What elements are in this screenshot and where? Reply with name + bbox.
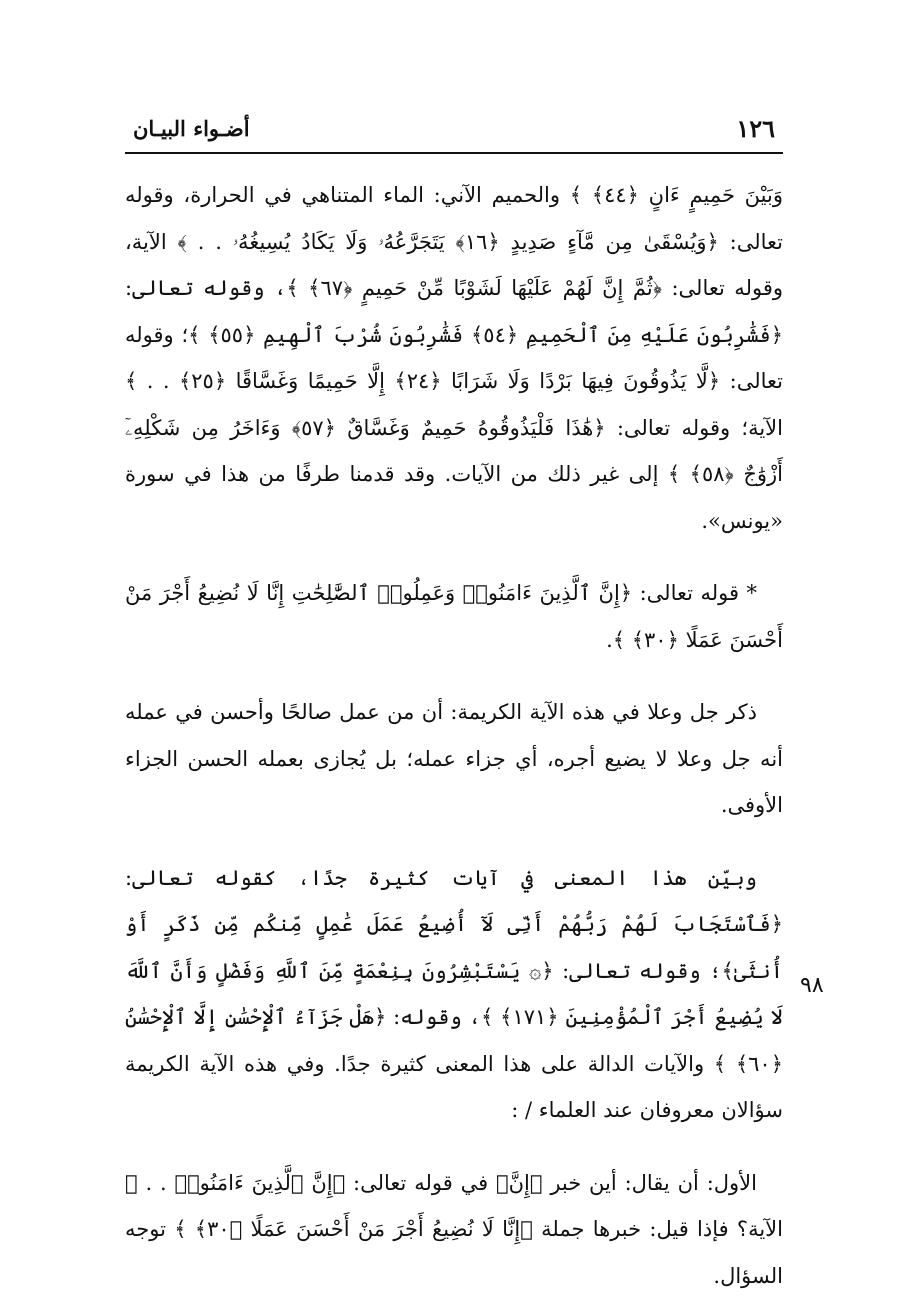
- page-header: [125, 112, 783, 154]
- paragraph-explanation: ذكر جل وعلا في هذه الآية الكريمة: أن من عمل صالحًا وأحسن في عمله أنه جل وعلا لا يضيع أجره، أي جزاء عمله؛ بل يُجازى بعمله الحسن الجزاء الأوفى.: [125, 689, 783, 829]
- page-number: ١٢٦: [736, 114, 775, 143]
- paragraph-verse-heading: * قوله تعالى: ﴿إِنَّ ٱلَّذِينَ ءَامَنُوا۟ وَعَمِلُوا۟ ٱلصَّٰلِحَٰتِ إِنَّا لَا نُضِيعُ أَجْرَ مَنْ أَحْسَنَ عَمَلًا ﴿٣٠﴾ ﴾.: [125, 570, 783, 663]
- margin-page-number: ٩٨: [800, 973, 824, 998]
- book-title: أضـواء البيـان: [133, 116, 250, 141]
- page-body: [125, 172, 783, 1299]
- paragraph-first-question: الأول: أن يقال: أين خبر ﴿إِنَّ﴾ في قوله تعالى: ﴿إِنَّ ٱلَّذِينَ ءَامَنُوا۟ . . ﴾ الآية؟ فإذا قيل: خبرها جملة ﴿إِنَّا لَا نُضِيعُ أَجْرَ مَنْ أَحْسَنَ عَمَلًا ﴿٣٠﴾ ﴾ توجه السؤال.: [125, 1160, 783, 1299]
- paragraph-supporting-verses: وبيّن هذا المعنى في آيات كثيرة جدًا، كقوله تعالى: ﴿فَٱسْتَجَابَ لَهُمْ رَبُّهُمْ أَنِّى لَآ أُضِيعُ عَمَلَ عَٰمِلٍ مِّنكُم مِّن ذَكَرٍ أَوْ أُنثَىٰ﴾؛ وقوله تعالى: ﴿۞ يَسْتَبْشِرُونَ بِنِعْمَةٍ مِّنَ ٱللَّهِ وَفَضْلٍ وَأَنَّ ٱللَّهَ لَا يُضِيعُ أَجْرَ ٱلْمُؤْمِنِينَ ﴿١٧١﴾ ﴾، وقوله: ﴿هَلْ جَزَآءُ ٱلْإِحْسَٰنِ إِلَّا ٱلْإِحْسَٰنُ ﴿٦٠﴾ ﴾ والآيات الدالة على هذا المعنى كثيرة جدًا. وفي هذه الآية الكريمة سؤالان معروفان عند العلماء / :: [125, 855, 783, 1134]
- paragraph-hamim: وَبَيْنَ حَمِيمٍ ءَانٍ ﴿٤٤﴾ ﴾ والحميم الآني: الماء المتناهي في الحرارة، وقوله تعالى: ﴿وَيُسْقَىٰ مِن مَّآءٍ صَدِيدٍ ﴿١٦﴾ يَتَجَرَّعُهُۥ وَلَا يَكَادُ يُسِيغُهُۥ . . ﴾ الآية، وقوله تعالى: ﴿ثُمَّ إِنَّ لَهُمْ عَلَيْهَا لَشَوْبًا مِّنْ حَمِيمٍ ﴿٦٧﴾ ﴾، وقوله تعالى: ﴿فَشَٰرِبُونَ عَلَيْهِ مِنَ ٱلْحَمِيمِ ﴿٥٤﴾ فَشَٰرِبُونَ شُرْبَ ٱلْهِيمِ ﴿٥٥﴾ ﴾؛ وقوله تعالى: ﴿لَّا يَذُوقُونَ فِيهَا بَرْدًا وَلَا شَرَابًا ﴿٢٤﴾ إِلَّا حَمِيمًا وَغَسَّاقًا ﴿٢٥﴾ . . ﴾ الآية؛ وقوله تعالى: ﴿هَٰذَا فَلْيَذُوقُوهُ حَمِيمٌ وَغَسَّاقٌ ﴿٥٧﴾ وَءَاخَرُ مِن شَكْلِهِۦٓ أَزْوَٰجٌ ﴿٥٨﴾ ﴾ إلى غير ذلك من الآيات. وقد قدمنا طرفًا من هذا في سورة «يونس».: [125, 172, 783, 544]
